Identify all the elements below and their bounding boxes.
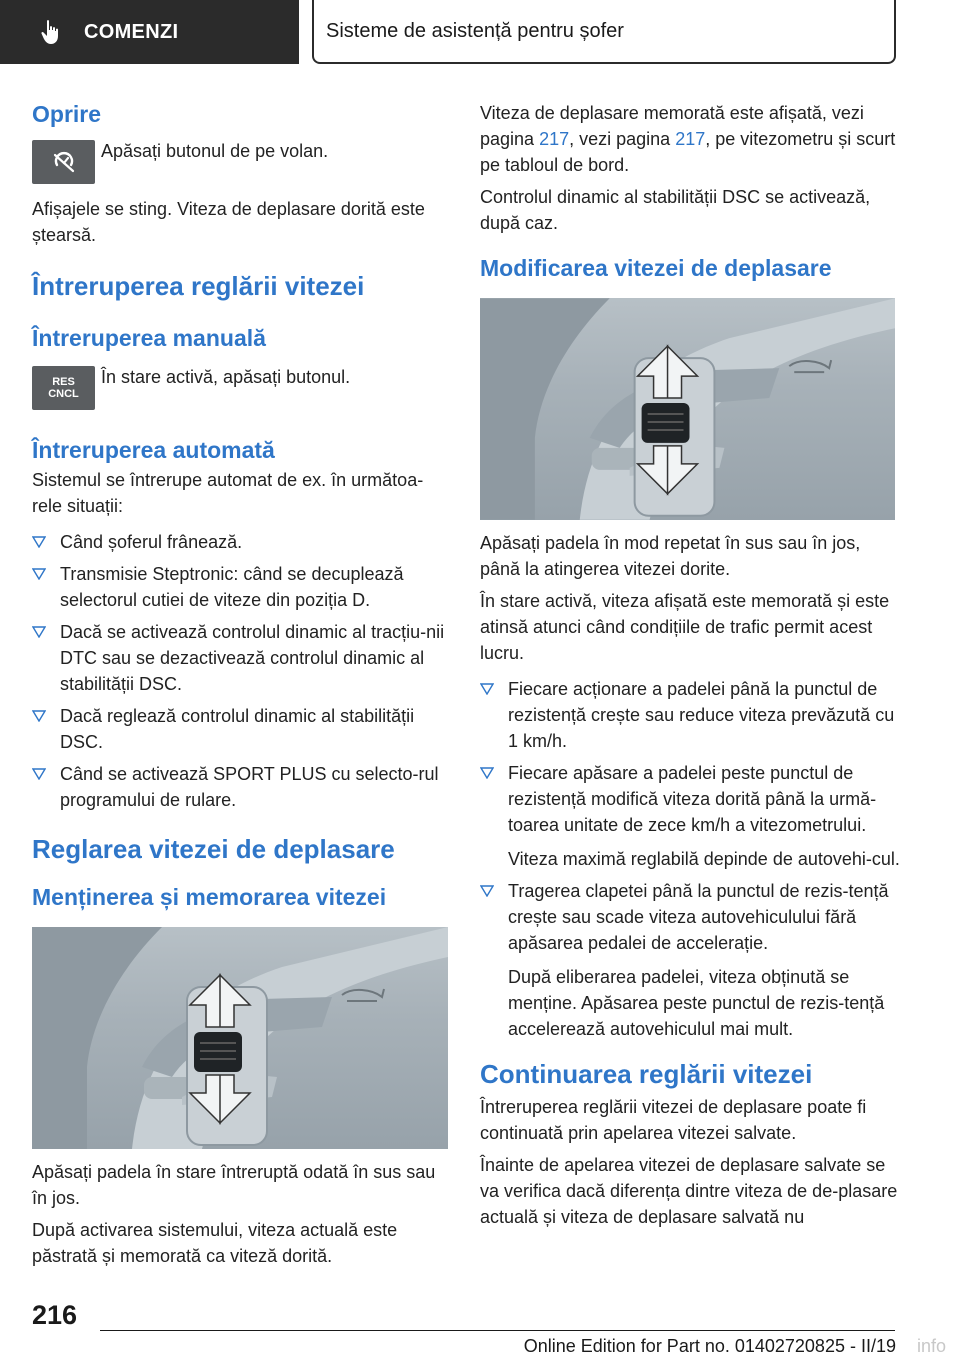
list-item: Fiecare acționare a padelei până la punctul de rezistență crește sau reduce viteza prevăzută cu 1 km/h. — [480, 676, 900, 754]
paddle-bullet-list — [480, 676, 900, 1042]
page-number: 216 — [32, 1300, 78, 1330]
triangle-bullet-icon — [32, 626, 46, 638]
heading-mentinerea: Menținerea și memorarea vitezei — [32, 884, 387, 911]
footer-watermark: info — [916, 1336, 946, 1356]
steering-wheel-paddle-image-2 — [480, 298, 895, 520]
triangle-bullet-icon — [32, 568, 46, 580]
oprire-button-text: Apăsați butonul de pe volan. — [101, 140, 329, 161]
after-photo-paragraph-1: Apăsați padela în stare întreruptă odată în sus sau în jos. — [32, 1162, 436, 1209]
heading-intrerupere-manuala: Întreruperea manuală — [32, 324, 266, 351]
page-link-217[interactable]: 217 — [539, 129, 570, 149]
heading-reglarea: Reglarea vitezei de deplasare — [32, 834, 395, 865]
list-item: Tragerea clapetei până la punctul de rezis-tență crește sau scade viteza autovehiculului fără apăsarea pedalei de accelerație. După eliberarea padelei, viteza obținută se menține. Apăsarea peste punctul de rezis-tență accelerează autovehiculul mai mult. — [480, 878, 900, 1042]
oprire-paragraph: Afișajele se sting. Viteza de deplasare dorită este ștearsă. — [32, 198, 425, 245]
heading-intrerupere-automata: Întreruperea automată — [32, 436, 275, 463]
list-item: Când șoferul frânează. — [32, 529, 448, 555]
triangle-bullet-icon — [480, 683, 494, 695]
active-state-paragraph: În stare activă, viteza afișată este memorată și este atinsă atunci când condițiile de trafic permit acest lucru. — [480, 590, 890, 663]
footer-divider — [100, 1330, 895, 1331]
list-item: Fiecare apăsare a padelei peste punctul de rezistență modifică viteza dorită până la urmă-toarea unitate de zece km/h a vitezometrului. Viteza maximă reglabilă depinde de autovehi-cul. — [480, 760, 900, 872]
right-column — [480, 100, 900, 1230]
left-column — [32, 100, 448, 1269]
header-section-label: COMENZI — [84, 20, 179, 43]
automata-bullet-list — [32, 529, 448, 813]
cruise-control-off-icon — [51, 151, 77, 173]
list-item: Când se activează SPORT PLUS cu selecto-rul programului de rulare. — [32, 761, 448, 813]
manuala-button-text: În stare activă, apăsați butonul. — [101, 366, 351, 387]
triangle-bullet-icon — [32, 768, 46, 780]
header-chapter-label: Sisteme de asistență pentru șofer — [326, 19, 624, 42]
header-section-tab[interactable] — [0, 0, 299, 64]
triangle-bullet-icon — [480, 767, 494, 779]
cncl-label: CNCL — [48, 387, 79, 400]
heading-intrerupere: Întreruperea reglării vitezei — [32, 270, 365, 301]
list-item: Dacă se activează controlul dinamic al tracțiu-nii DTC sau se dezactivează controlul dinamic al stabilității DSC. — [32, 619, 448, 697]
memorized-speed-paragraph: Viteza de deplasare memorată este afișată, vezi pagina 217, vezi pagina 217, pe vitezometru și scurt pe tabloul de bord. — [480, 103, 896, 175]
continue-paragraph-1: Întreruperea reglării vitezei de deplasare poate fi continuată prin apelarea vitezei salvate. — [480, 1096, 867, 1143]
footer-edition: Online Edition for Part no. 01402720825 - II/19 — [523, 1336, 896, 1356]
oprire-button-row — [32, 140, 448, 184]
steering-wheel-photo — [32, 927, 448, 1149]
triangle-bullet-icon — [32, 710, 46, 722]
heading-oprire: Oprire — [32, 101, 102, 127]
page-link-217-b[interactable]: 217 — [675, 129, 706, 149]
list-item: Dacă reglează controlul dinamic al stabilității DSC. — [32, 703, 448, 755]
heading-continuarea: Continuarea reglării vitezei — [480, 1058, 813, 1089]
res-cncl-button-image — [32, 366, 95, 410]
cruise-off-button-image — [32, 140, 95, 184]
res-label: RES — [52, 375, 75, 388]
dsc-paragraph: Controlul dinamic al stabilității DSC se activează, după caz. — [480, 187, 871, 233]
paddle-repeat-paragraph: Apăsați padela în mod repetat în sus sau în jos, până la atingerea vitezei dorite. — [480, 532, 861, 579]
header-chapter-tab[interactable] — [312, 0, 896, 64]
automata-paragraph: Sistemul se întrerupe automat de ex. în următoa-rele situații: — [32, 470, 424, 517]
triangle-bullet-icon — [32, 536, 46, 548]
steering-wheel-paddle-image — [32, 927, 448, 1149]
list-item: Transmisie Steptronic: când se decuplează selectorul cutiei de viteze din poziția D. — [32, 561, 448, 613]
res-button-row — [32, 366, 448, 410]
triangle-bullet-icon — [480, 885, 494, 897]
heading-modificarea: Modificarea vitezei de deplasare — [480, 255, 832, 281]
hand-pointer-icon — [38, 19, 64, 45]
after-photo-paragraph-2: După activarea sistemului, viteza actuală este păstrată și memorată ca viteză dorită. — [32, 1220, 398, 1267]
continue-paragraph-2: Înainte de apelarea vitezei de deplasare salvate se va verifica dacă diferența dintre viteza de de-plasare actuală și viteza de deplasare salvată nu — [480, 1154, 898, 1227]
steering-wheel-photo-2 — [480, 298, 895, 520]
